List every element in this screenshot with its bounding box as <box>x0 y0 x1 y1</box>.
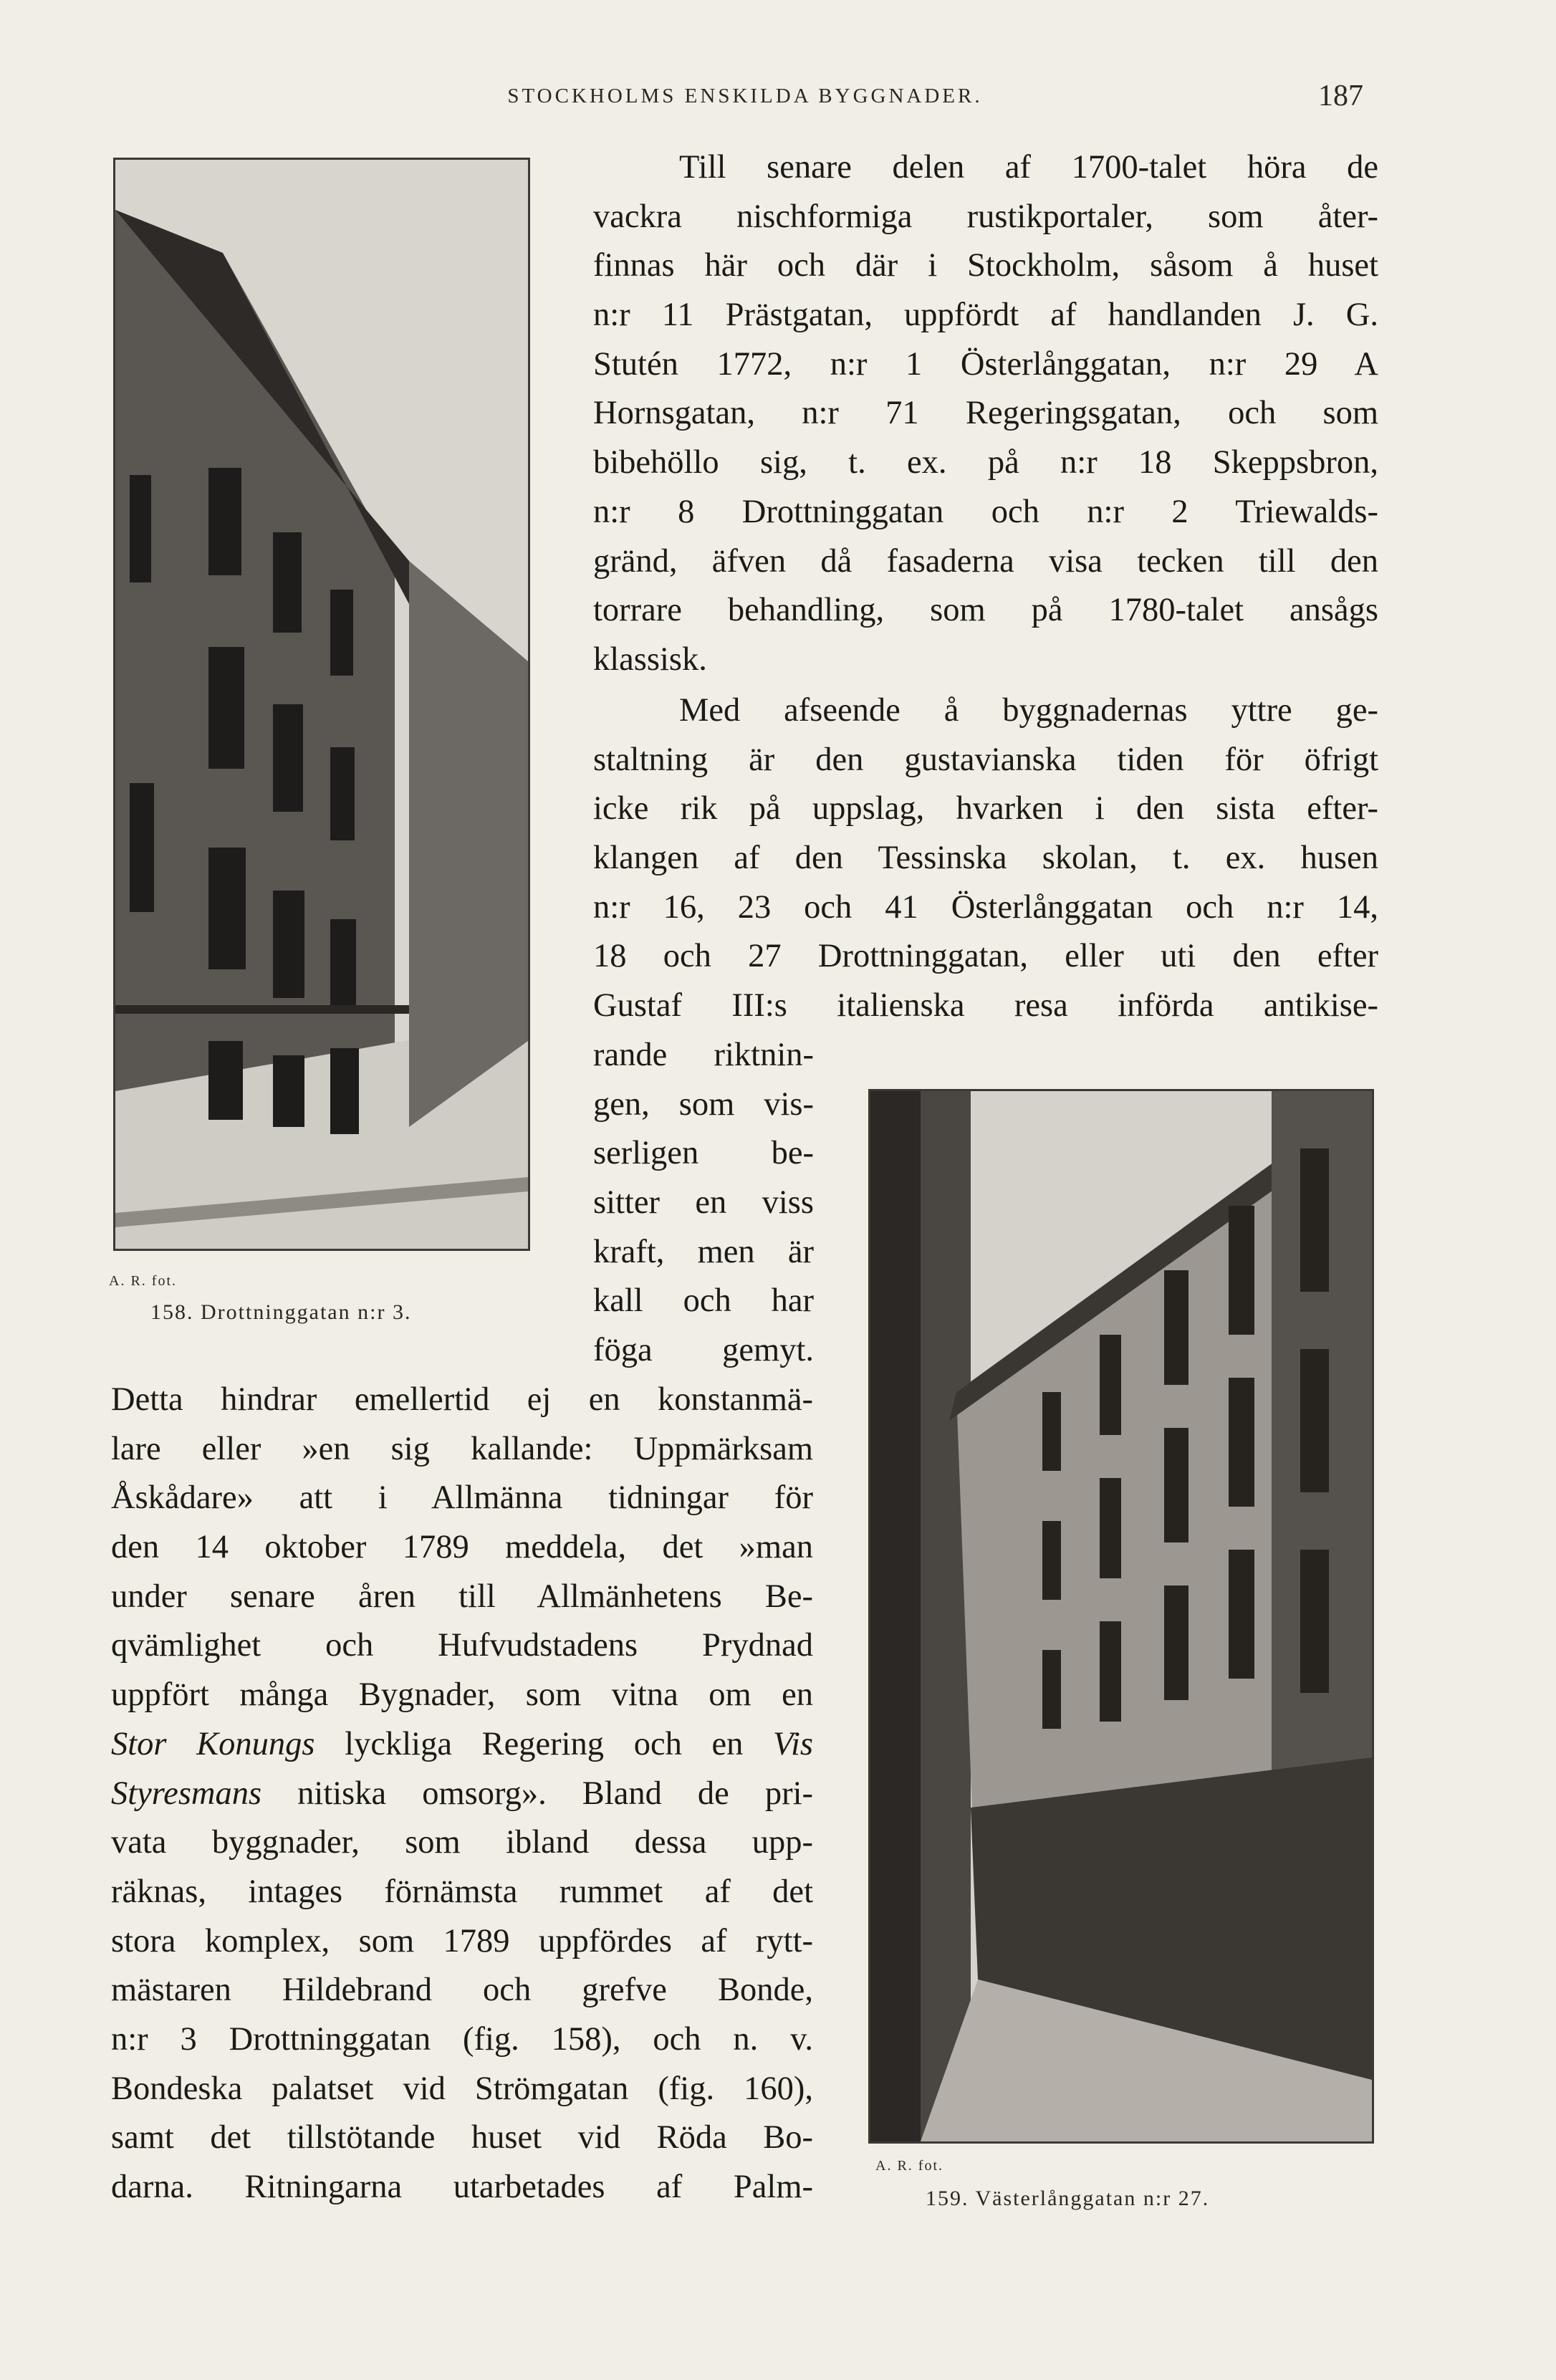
text-fragment: lyckliga Regering och en <box>314 1725 774 1762</box>
figure-158-photo <box>113 158 530 1251</box>
text-line: n:r 3 Drottninggatan (fig. 158), och n. v. <box>111 2020 813 2058</box>
text-line: icke rik på uppslag, hvarken i den sista efter- <box>593 790 1378 827</box>
text-line: rande riktnin- <box>593 1037 814 1073</box>
text-line: vata byggnader, som ibland dessa upp- <box>111 1824 813 1861</box>
street-photo-vasterlanggatan <box>870 1091 1372 2141</box>
text-line: stora komplex, som 1789 uppfördes af rytt- <box>111 1922 813 1959</box>
text-line: qvämlighet och Hufvudstadens Prydnad <box>111 1627 813 1664</box>
italic-phrase: Stor Konungs <box>111 1725 315 1762</box>
text-line: klangen af den Tessinska skolan, t. ex. husen <box>593 840 1378 877</box>
text-line: darna. Ritningarna utarbetades af Palm- <box>111 2169 813 2205</box>
paragraph-2-narrow <box>593 1031 814 1376</box>
text-line: klassisk. <box>593 640 707 678</box>
text-line: räknas, intages förnämsta rummet af det <box>111 1873 813 1910</box>
italic-phrase: Styresmans <box>111 1775 262 1812</box>
page-number: 187 <box>1318 80 1363 112</box>
text-line: Med afseende å byggnadernas yttre ge- <box>679 692 1378 729</box>
text-line: finnas här och där i Stockholm, såsom å huset <box>593 247 1378 284</box>
text-line: Till senare delen af 1700-talet höra de <box>679 149 1378 186</box>
text-line: Stutén 1772, n:r 1 Österlånggatan, n:r 29 A <box>593 345 1378 383</box>
paragraph-3 <box>111 1376 813 2212</box>
text-line: serligen be- <box>593 1135 814 1172</box>
text-line: staltning är den gustavianska tiden för öfrigt <box>593 741 1378 778</box>
text-line: sitter en viss <box>593 1184 814 1222</box>
text-line: kall och har <box>593 1282 814 1320</box>
text-line: kraft, men är <box>593 1233 814 1270</box>
text-fragment: nitiska omsorg». Bland de pri- <box>261 1775 813 1812</box>
text-line: lare eller »en sig kallande: Uppmärksam <box>111 1430 813 1467</box>
text-line: Detta hindrar emellertid ej en konstanmä- <box>111 1381 813 1418</box>
figure-159-photo <box>868 1089 1374 2144</box>
text-line: gränd, äfven då fasaderna visa tecken till den <box>593 542 1378 580</box>
text-line: uppfört många Bygnader, som vitna om en <box>111 1676 813 1714</box>
text-line: torrare behandling, som på 1780-talet ansågs <box>593 592 1378 629</box>
building-photo-drottninggatan <box>115 160 528 1249</box>
running-head: STOCKHOLMS ENSKILDA BYGGNADER. <box>507 85 983 107</box>
paragraph-2 <box>593 686 1378 1031</box>
text-line: Bondeska palatset vid Strömgatan (fig. 160), <box>111 2070 813 2107</box>
text-line: föga gemyt. <box>593 1332 814 1369</box>
text-line: den 14 oktober 1789 meddela, det »man <box>111 1529 813 1566</box>
figure-158-credit: A. R. fot. <box>109 1273 177 1289</box>
text-line: samt det tillstötande huset vid Röda Bo- <box>111 2119 813 2156</box>
text-line: n:r 8 Drottninggatan och n:r 2 Triewalds- <box>593 493 1378 530</box>
text-line: bibehöllo sig, t. ex. på n:r 18 Skeppsbron, <box>593 444 1378 481</box>
text-line: 18 och 27 Drottninggatan, eller uti den efter <box>593 938 1378 975</box>
italic-phrase: Vis <box>773 1725 813 1762</box>
text-line: Hornsgatan, n:r 71 Regeringsgatan, och som <box>593 395 1378 432</box>
text-line: n:r 11 Prästgatan, uppfördt af handlanden J. G. <box>593 297 1378 334</box>
text-line: mästaren Hildebrand och grefve Bonde, <box>111 1972 813 2009</box>
figure-159-caption: 159. Västerlånggatan n:r 27. <box>926 2187 1210 2210</box>
figure-159-credit: A. R. fot. <box>875 2158 943 2174</box>
text-line-italic-mixed <box>111 1720 813 1770</box>
text-line: Gustaf III:s italienska resa införda antikise- <box>593 987 1378 1025</box>
text-line: vackra nischformiga rustikportaler, som åter- <box>593 198 1378 235</box>
text-line: under senare åren till Allmänhetens Be- <box>111 1578 813 1615</box>
paragraph-1 <box>593 143 1378 685</box>
figure-158-caption: 158. Drottninggatan n:r 3. <box>150 1300 412 1324</box>
text-line: n:r 16, 23 och 41 Österlånggatan och n:r 14, <box>593 888 1378 926</box>
text-line-italic-mixed <box>111 1770 813 1819</box>
text-line: Åskådare» att i Allmänna tidningar för <box>111 1479 813 1517</box>
text-line: gen, som vis- <box>593 1085 814 1123</box>
